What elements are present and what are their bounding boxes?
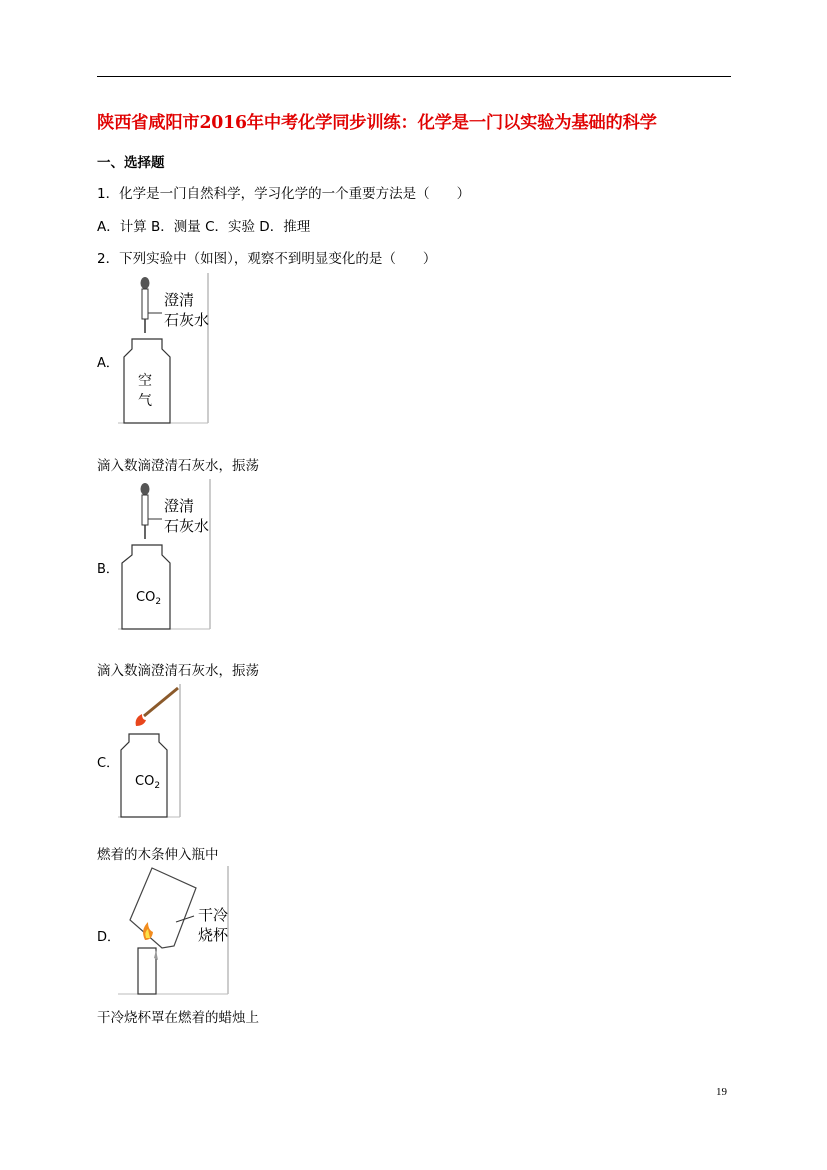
section-heading: 一、选择题 (97, 155, 165, 171)
dropper-bulb-icon (141, 483, 150, 495)
document-title: 陕西省咸阳市2016年中考化学同步训练：化学是一门以实验为基础的科学 (97, 113, 657, 133)
fig-a-label-bottom: 石灰水 (164, 311, 210, 329)
bottle-icon (122, 545, 170, 629)
fig-b-label-bottom: 石灰水 (164, 517, 210, 535)
figure-b-limewater-into-co2 (118, 479, 213, 631)
header-rule (97, 76, 731, 77)
question-2-stem: 2．下列实验中（如图），观察不到明显变化的是（ ） (97, 251, 437, 267)
option-a-letter: A． (97, 356, 119, 371)
fig-a-bottle-label-2: 气 (138, 393, 152, 409)
option-b-caption: 滴入数滴澄清石灰水，振荡 (97, 663, 259, 679)
wooden-splint-icon (144, 688, 178, 716)
option-c-letter: C． (97, 756, 120, 771)
question-1-stem: 1．化学是一门自然科学，学习化学的一个重要方法是（ ） (97, 186, 471, 202)
page-number: 19 (716, 1086, 727, 1098)
fig-d-label-1: 干冷 (198, 906, 229, 924)
fig-b-label-top: 澄清 (164, 497, 195, 515)
fig-d-label-2: 烧杯 (198, 926, 229, 944)
option-b-letter: B． (97, 562, 119, 577)
option-c-caption: 燃着的木条伸入瓶中 (97, 847, 219, 863)
fig-a-bottle-label-1: 空 (138, 373, 152, 389)
figure-a-limewater-into-air (118, 273, 213, 425)
beaker-icon (130, 868, 196, 948)
fig-a-label-top: 澄清 (164, 291, 195, 309)
figure-d-cold-beaker-over-candle (118, 866, 233, 996)
candle-icon (138, 948, 156, 994)
question-1-options: A．计算 B．测量 C．实验 D．推理 (97, 219, 311, 235)
dropper-bulb-icon (141, 277, 150, 289)
fig-b-bottle-label: $CO_2$ (136, 590, 162, 607)
option-a-caption: 滴入数滴澄清石灰水，振荡 (97, 458, 259, 474)
figure-c-burning-splint-into-co2 (118, 684, 193, 819)
option-d-letter: D． (97, 930, 121, 945)
option-d-caption: 干冷烧杯罩在燃着的蜡烛上 (97, 1010, 259, 1026)
fig-c-bottle-label: $CO_2$ (135, 774, 161, 791)
